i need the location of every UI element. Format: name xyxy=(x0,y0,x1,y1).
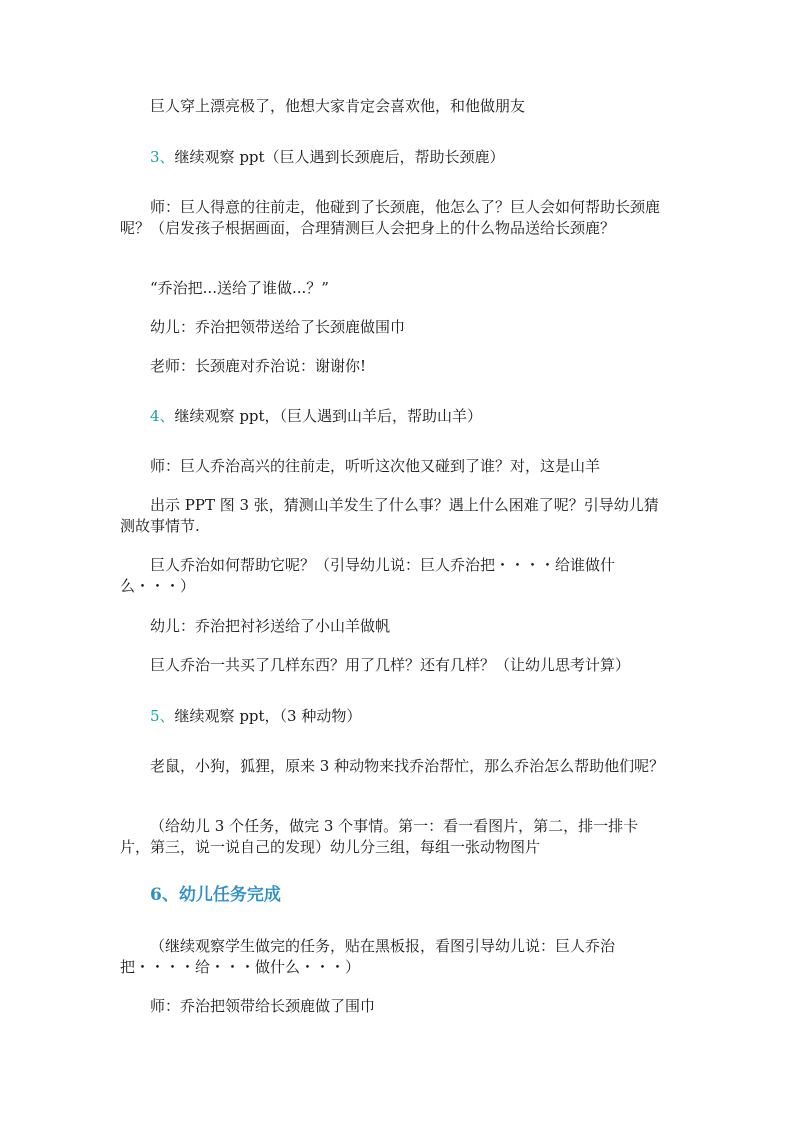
paragraph-three-animals: 老鼠，小狗，狐狸，原来 3 种动物来找乔治帮忙，那么乔治怎么帮助他们呢？ xyxy=(150,757,665,775)
step-3-text: 继续观察 ppt（巨人遇到长颈鹿后，帮助长颈鹿） xyxy=(174,148,505,166)
step-4-text: 继续观察 ppt，（巨人遇到山羊后，帮助山羊） xyxy=(174,407,483,425)
paragraph-teacher-scarf: 师：乔治把领带给长颈鹿做了围巾 xyxy=(150,997,376,1015)
paragraph-giant-dressed: 巨人穿上漂亮极了，他想大家肯定会喜欢他，和他做朋友 xyxy=(150,97,526,115)
paragraph-show-ppt: 出示 PPT 图 3 张，猜测山羊发生了什么事？遇上什么困难了呢？引导幼儿猜测故事情节. xyxy=(120,496,659,535)
step-4-heading xyxy=(120,406,668,427)
paragraph-thank-you: 老师：长颈鹿对乔治说：谢谢你! xyxy=(150,357,367,375)
step-5-text: 继续观察 ppt，（3 种动物） xyxy=(174,707,362,725)
step-5-heading xyxy=(120,706,668,727)
step-3-heading xyxy=(120,147,668,168)
step-4-number: 4、 xyxy=(150,407,175,425)
paragraph-count-items: 巨人乔治一共买了几样东西？用了几样？还有几样？（让幼儿思考计算） xyxy=(150,656,631,674)
step-6-heading: 6、幼儿任务完成 xyxy=(150,885,281,905)
paragraph-blackboard: （继续观察学生做完的任务，贴在黑板报，看图引导幼儿说：巨人乔治把・・・・给・・・做什么・・・） xyxy=(120,937,616,976)
paragraph-three-tasks: （给幼儿 3 个任务，做完 3 个事情。第一：看一看图片，第二，排一排卡片，第三，说一说自己的发现）幼儿分三组，每组一张动物图片 xyxy=(120,817,639,856)
paragraph-sentence-pattern: “乔治把...送给了谁做...？” xyxy=(150,279,329,297)
step-5-number: 5、 xyxy=(150,707,175,725)
paragraph-teacher-giraffe: 师：巨人得意的往前走，他碰到了长颈鹿，他怎么了？巨人会如何帮助长颈鹿呢？（启发孩子根据画面，合理猜测巨人会把身上的什么物品送给长颈鹿？ xyxy=(120,198,661,237)
paragraph-teacher-goat: 师：巨人乔治高兴的往前走，听听这次他又碰到了谁？对，这是山羊 xyxy=(150,457,601,475)
paragraph-child-shirt: 幼儿：乔治把衬衫送给了小山羊做帆 xyxy=(150,617,391,635)
step-3-number: 3、 xyxy=(150,148,175,166)
paragraph-child-tie: 幼儿：乔治把领带送给了长颈鹿做围巾 xyxy=(150,318,406,336)
paragraph-how-help: 巨人乔治如何帮助它呢？（引导幼儿说：巨人乔治把・・・・给谁做什么・・・） xyxy=(120,556,616,595)
